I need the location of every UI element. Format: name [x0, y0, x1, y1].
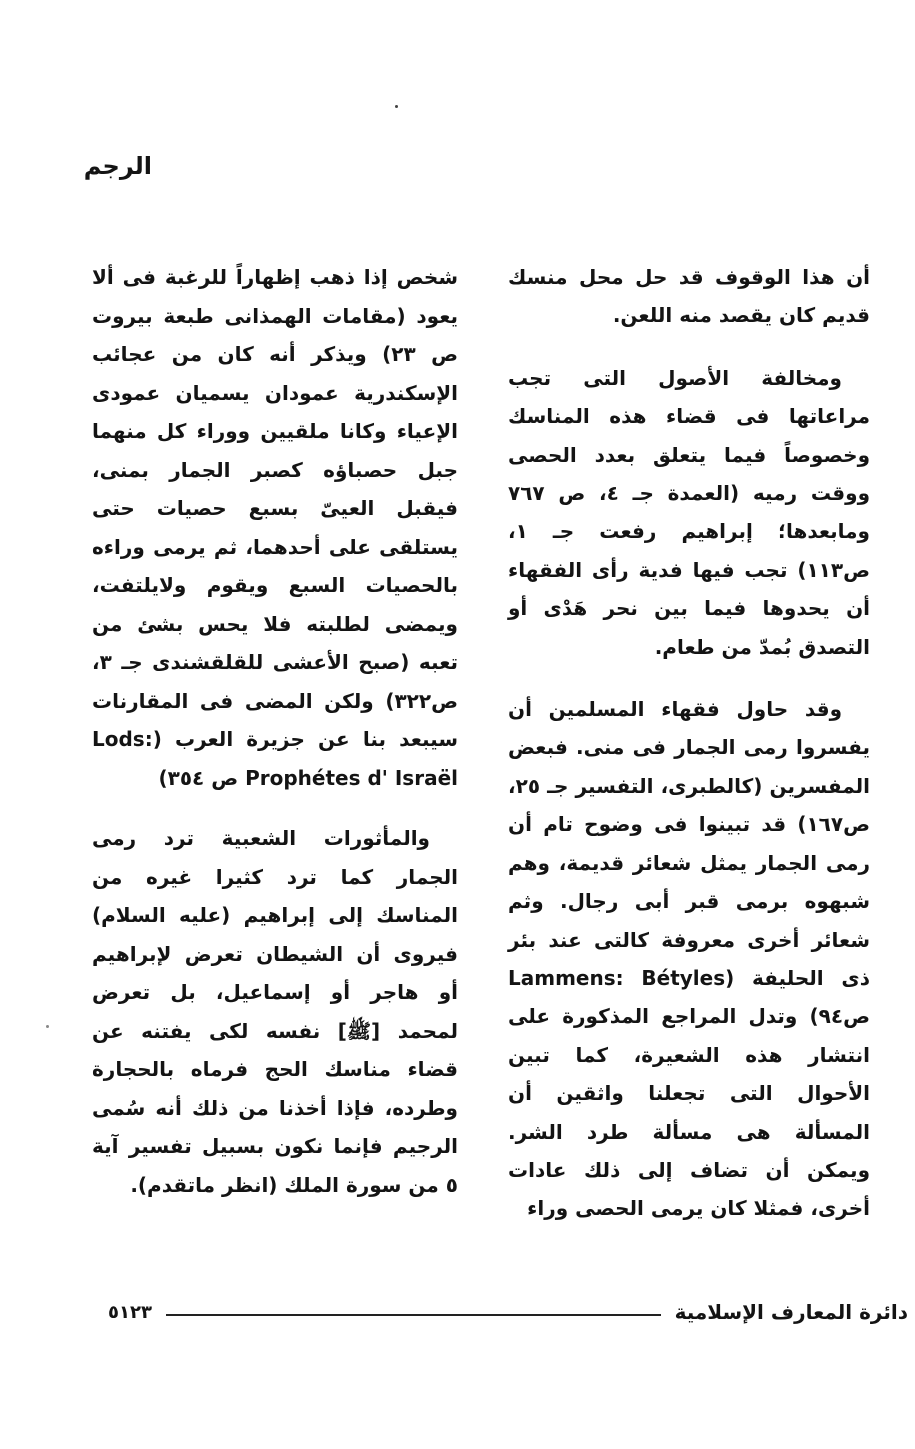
left-column: [92, 258, 458, 1204]
right-paragraph-1: أن هذا الوقوف قد حل محل منسك قديم كان يقصد منه اللعن.: [508, 265, 870, 328]
running-head: الرجم: [83, 152, 152, 180]
right-paragraph-3: وقد حاول فقهاء المسلمين أن يفسروا رمى الجمار فى منى. فبعض المفسرين (كالطبرى، التفسير جـ ٢٥، ص١٦٧) قد تبينوا فى وضوح تام أن رمى الجمار يمثل شعائر قديمة، وهم شبهوه برمى قبر أبى رجال. وثم شعائر أخرى معروفة كالتى عند بئر ذى الحليفة (Lammens: Bétyles ص٩٤) وتدل المراجع المذكورة على انتشار هذه الشعيرة، كما تبين الأحوال التى تجعلنا واثقين أن المسألة هى مسألة طرد الشر. ويمكن أن تضاف إلى ذلك عادات أخرى، فمثلا كان يرمى الحصى وراء: [508, 697, 870, 1221]
footer-title: دائرة المعارف الإسلامية: [674, 1300, 908, 1324]
page-footer: [108, 1292, 908, 1332]
page-speck: [395, 105, 398, 108]
right-paragraph-2: ومخالفة الأصول التى تجب مراعاتها فى قضاء هذه المناسك وخصوصاً فيما يتعلق بعدد الحصى ووقت رميه (العمدة جـ ٤، ص ٧٦٧ ومابعدها؛ إبراهيم رفعت جـ ١، ص١١٣) تجب فيها فدية رأى الفقهاء أن يحدوها فيما بين نحر هَدْى أو التصدق بُمدّ من طعام.: [508, 365, 870, 659]
left-paragraph-2: والمأثورات الشعبية ترد رمى الجمار كما ترد كثيرا غيره من المناسك إلى إبراهيم (عليه السلام) فيروى أن الشيطان تعرض لإبراهيم أو هاجر أو إسماعيل، بل تعرض لمحمد [ﷺ] نفسه لكى يفتنه عن قضاء مناسك الحج فرماه بالحجارة وطرده، فإذا أخذنا من ذلك أنه سُمى الرجيم فإنما نكون بسبيل تفسير آية ٥ من سورة الملك (انظر ماتقدم).: [92, 826, 458, 1197]
page-number: ٥١٢٣: [108, 1301, 152, 1323]
footer-rule: [166, 1314, 661, 1316]
right-column: [508, 258, 870, 1228]
left-paragraph-1: شخص إذا ذهب إظهاراً للرغبة فى ألا يعود (مقامات الهمذانى طبعة بيروت ص ٢٣) ويذكر أنه كان من عجائب الإسكندرية عمودان يسميان عمودى الإعياء وكانا ملقيين ووراء كل منهما جبل حصباؤه كصبر الجمار بمنى، فيقبل العيىّ بسبع حصيات حتى يستلقى على أحدهما، ثم يرمى وراءه بالحصيات السبع ويقوم ولايلتفت، ويمضى لطلبته فلا يحس بشئ من تعبه (صبح الأعشى للقلقشندى جـ ٣، ص٣٢٢) ولكن المضى فى المقارنات سيبعد بنا عن جزيرة العرب (Lods: Prophétes d' Israël ص ٣٥٤): [92, 265, 458, 790]
margin-speck: [46, 1025, 49, 1028]
